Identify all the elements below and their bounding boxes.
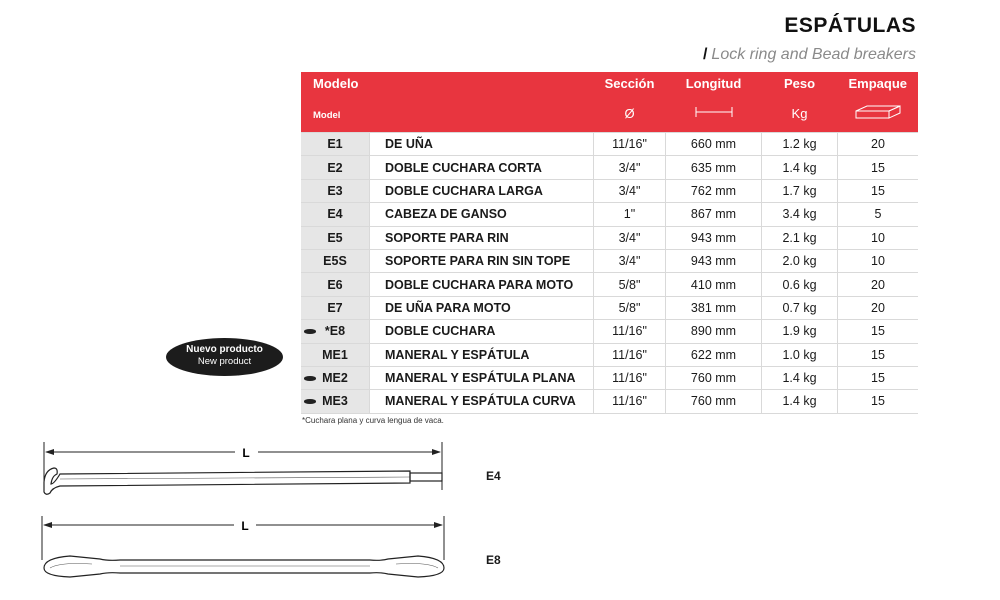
table-row — [301, 226, 918, 249]
length-cell-text: 760 mm — [690, 394, 737, 409]
length-cell — [666, 133, 762, 156]
weight-cell-text: 2.1 kg — [782, 230, 817, 245]
section-cell — [594, 390, 666, 413]
length-cell-text: 622 mm — [690, 347, 737, 362]
model-code-cell — [301, 343, 370, 366]
weight-cell-text: 0.7 kg — [782, 300, 817, 315]
model-code-cell-text: ME1 — [322, 347, 348, 362]
page-title: ESPÁTULAS — [784, 14, 916, 37]
weight-cell — [762, 133, 838, 156]
description-cell — [370, 226, 594, 249]
package-cell — [838, 156, 919, 179]
model-code-cell-text: E7 — [327, 300, 343, 315]
model-code-cell-text: E6 — [327, 277, 343, 292]
weight-cell-text: 0.6 kg — [782, 277, 817, 292]
model-code-cell — [301, 273, 370, 296]
description-cell — [370, 320, 594, 343]
length-cell-text: 660 mm — [690, 137, 737, 152]
description-cell-text: DOBLE CUCHARA PARA MOTO — [385, 277, 574, 292]
model-code-cell — [301, 203, 370, 226]
subtitle-text: Lock ring and Bead breakers — [711, 46, 916, 63]
e8-tool-drawing — [44, 556, 444, 577]
table-row — [301, 343, 918, 366]
model-code-cell-text: E1 — [327, 137, 343, 152]
model-code-cell-text: E4 — [327, 207, 343, 222]
section-cell-text: 3/4" — [618, 160, 641, 175]
model-code-cell-text: ME2 — [322, 371, 348, 386]
length-cell — [666, 249, 762, 272]
package-cell — [838, 203, 919, 226]
model-code-cell — [301, 249, 370, 272]
length-cell-text: 943 mm — [690, 230, 737, 245]
section-cell — [594, 296, 666, 319]
header-row — [301, 72, 918, 94]
package-cell-text: 15 — [871, 347, 885, 362]
header-length: Longitud — [685, 75, 742, 91]
table-row — [301, 296, 918, 319]
section-cell — [594, 249, 666, 272]
weight-cell-text: 1.7 kg — [782, 183, 817, 198]
length-cell — [666, 203, 762, 226]
length-cell — [666, 226, 762, 249]
package-icon — [838, 94, 919, 133]
table-row — [301, 156, 918, 179]
e8-dimension-label: L — [241, 519, 249, 533]
table-row — [301, 249, 918, 272]
description-cell-text: DOBLE CUCHARA — [385, 324, 496, 339]
package-cell — [838, 133, 919, 156]
package-cell-text: 20 — [871, 300, 885, 315]
description-cell — [370, 366, 594, 389]
section-cell — [594, 320, 666, 343]
section-cell — [594, 343, 666, 366]
section-cell-text: 3/4" — [618, 183, 641, 198]
section-cell — [594, 179, 666, 202]
length-cell-text: 381 mm — [690, 300, 737, 315]
header-model-en — [301, 94, 594, 133]
package-cell — [838, 179, 919, 202]
length-cell — [666, 296, 762, 319]
new-product-badge — [166, 338, 283, 376]
package-cell — [838, 273, 919, 296]
weight-cell-text: 1.2 kg — [782, 137, 817, 152]
header-section-symbol: Ø — [624, 105, 635, 121]
description-cell-text: MANERAL Y ESPÁTULA PLANA — [385, 371, 576, 386]
weight-cell — [762, 226, 838, 249]
spec-table — [301, 72, 918, 414]
package-cell — [838, 343, 919, 366]
model-code-cell-text: ME3 — [322, 394, 348, 409]
package-cell-text: 10 — [871, 254, 885, 269]
footnote: *Cuchara plana y curva lengua de vaca. — [302, 416, 444, 425]
badge-line1: Nuevo producto — [186, 344, 263, 355]
length-cell — [666, 366, 762, 389]
description-cell — [370, 156, 594, 179]
length-cell — [666, 320, 762, 343]
table-row — [301, 366, 918, 389]
model-code-cell-text: E2 — [327, 160, 343, 175]
e8-label: E8 — [486, 553, 501, 567]
description-cell-text: CABEZA DE GANSO — [385, 207, 507, 222]
package-cell — [838, 296, 919, 319]
model-code-cell — [301, 179, 370, 202]
weight-cell-text: 2.0 kg — [782, 254, 817, 269]
weight-cell-text: 1.9 kg — [782, 324, 817, 339]
model-code-cell — [301, 133, 370, 156]
length-cell-text: 410 mm — [690, 277, 737, 292]
weight-cell — [762, 296, 838, 319]
length-icon — [666, 94, 762, 133]
length-cell — [666, 273, 762, 296]
section-cell-text: 3/4" — [618, 254, 641, 269]
length-cell — [666, 179, 762, 202]
package-cell-text: 15 — [871, 160, 885, 175]
description-cell-text: DE UÑA PARA MOTO — [385, 300, 511, 315]
header-package: Empaque — [848, 75, 907, 91]
description-cell-text: MANERAL Y ESPÁTULA — [385, 347, 530, 362]
package-cell-text: 15 — [871, 371, 885, 386]
table-row — [301, 133, 918, 156]
description-cell — [370, 249, 594, 272]
table-row — [301, 273, 918, 296]
weight-cell — [762, 343, 838, 366]
section-cell-text: 5/8" — [618, 277, 641, 292]
model-code-cell — [301, 320, 370, 343]
weight-cell — [762, 179, 838, 202]
weight-cell-text: 1.4 kg — [782, 371, 817, 386]
section-cell-text: 3/4" — [618, 230, 641, 245]
tool-drawings — [30, 430, 500, 595]
section-cell-text: 11/16" — [612, 371, 647, 386]
description-cell — [370, 343, 594, 366]
package-cell-text: 15 — [871, 394, 885, 409]
section-cell-text: 11/16" — [612, 394, 647, 409]
page-subtitle — [703, 46, 916, 64]
package-cell-text: 10 — [871, 230, 885, 245]
header-section: Sección — [604, 75, 655, 91]
length-cell — [666, 343, 762, 366]
model-code-cell — [301, 226, 370, 249]
length-cell — [666, 390, 762, 413]
section-cell-text: 11/16" — [612, 137, 647, 152]
package-cell-text: 20 — [871, 137, 885, 152]
e4-tool-drawing — [44, 468, 442, 494]
section-cell — [594, 273, 666, 296]
weight-cell-text: 3.4 kg — [782, 207, 817, 222]
table-row — [301, 203, 918, 226]
model-code-cell — [301, 390, 370, 413]
header-subrow — [301, 94, 918, 133]
weight-cell-text: 1.4 kg — [782, 394, 817, 409]
description-cell-text: SOPORTE PARA RIN — [385, 230, 509, 245]
section-cell — [594, 133, 666, 156]
package-cell — [838, 320, 919, 343]
description-cell-text: DE UÑA — [385, 137, 433, 152]
length-cell-text: 635 mm — [690, 160, 737, 175]
length-cell — [666, 156, 762, 179]
length-cell-text: 867 mm — [690, 207, 737, 222]
table-row — [301, 320, 918, 343]
weight-cell — [762, 249, 838, 272]
model-code-cell — [301, 296, 370, 319]
table-row — [301, 390, 918, 413]
package-cell — [838, 226, 919, 249]
section-cell-text: 11/16" — [612, 347, 647, 362]
new-product-marker-icon — [304, 399, 316, 404]
weight-cell — [762, 156, 838, 179]
package-cell — [838, 390, 919, 413]
description-cell-text: DOBLE CUCHARA CORTA — [385, 160, 542, 175]
weight-cell — [762, 273, 838, 296]
e4-label: E4 — [486, 469, 501, 483]
weight-cell — [762, 320, 838, 343]
description-cell — [370, 273, 594, 296]
description-cell — [370, 133, 594, 156]
subtitle-slash: / — [702, 46, 708, 63]
weight-cell — [762, 203, 838, 226]
new-product-marker-icon — [304, 329, 316, 334]
table-row — [301, 179, 918, 202]
description-cell-text: MANERAL Y ESPÁTULA CURVA — [385, 394, 576, 409]
description-cell — [370, 296, 594, 319]
weight-cell — [762, 390, 838, 413]
length-cell-text: 760 mm — [690, 371, 737, 386]
description-cell — [370, 179, 594, 202]
header-weight-unit: Kg — [791, 105, 808, 121]
new-product-marker-icon — [304, 376, 316, 381]
section-cell — [594, 203, 666, 226]
weight-cell-text: 1.4 kg — [782, 160, 817, 175]
model-code-cell-text: E5S — [323, 254, 347, 269]
section-cell — [594, 156, 666, 179]
section-cell-text: 11/16" — [612, 324, 647, 339]
length-cell-text: 890 mm — [690, 324, 737, 339]
model-code-cell — [301, 156, 370, 179]
description-cell-text: DOBLE CUCHARA LARGA — [385, 183, 543, 198]
badge-line2: New product — [197, 356, 252, 367]
weight-cell-text: 1.0 kg — [782, 347, 817, 362]
package-cell-text: 20 — [871, 277, 885, 292]
package-cell — [838, 249, 919, 272]
header-model-en-label: Model — [313, 109, 341, 121]
header-model: Modelo — [313, 75, 359, 91]
length-cell-text: 943 mm — [690, 254, 737, 269]
description-cell — [370, 203, 594, 226]
length-cell-text: 762 mm — [690, 183, 737, 198]
package-cell-text: 15 — [871, 183, 885, 198]
description-cell — [370, 390, 594, 413]
weight-cell — [762, 366, 838, 389]
model-code-cell-text: E3 — [327, 183, 343, 198]
package-cell-text: 5 — [874, 207, 882, 222]
section-cell — [594, 226, 666, 249]
model-code-cell-text: E5 — [327, 230, 343, 245]
e4-dimension-label: L — [242, 446, 250, 460]
header-weight: Peso — [783, 75, 816, 91]
section-cell — [594, 366, 666, 389]
description-cell-text: SOPORTE PARA RIN SIN TOPE — [385, 254, 571, 269]
model-code-cell — [301, 366, 370, 389]
section-cell-text: 5/8" — [618, 300, 641, 315]
model-code-cell-text: *E8 — [324, 324, 346, 339]
section-cell-text: 1" — [623, 207, 636, 222]
package-cell-text: 15 — [871, 324, 885, 339]
package-cell — [838, 366, 919, 389]
